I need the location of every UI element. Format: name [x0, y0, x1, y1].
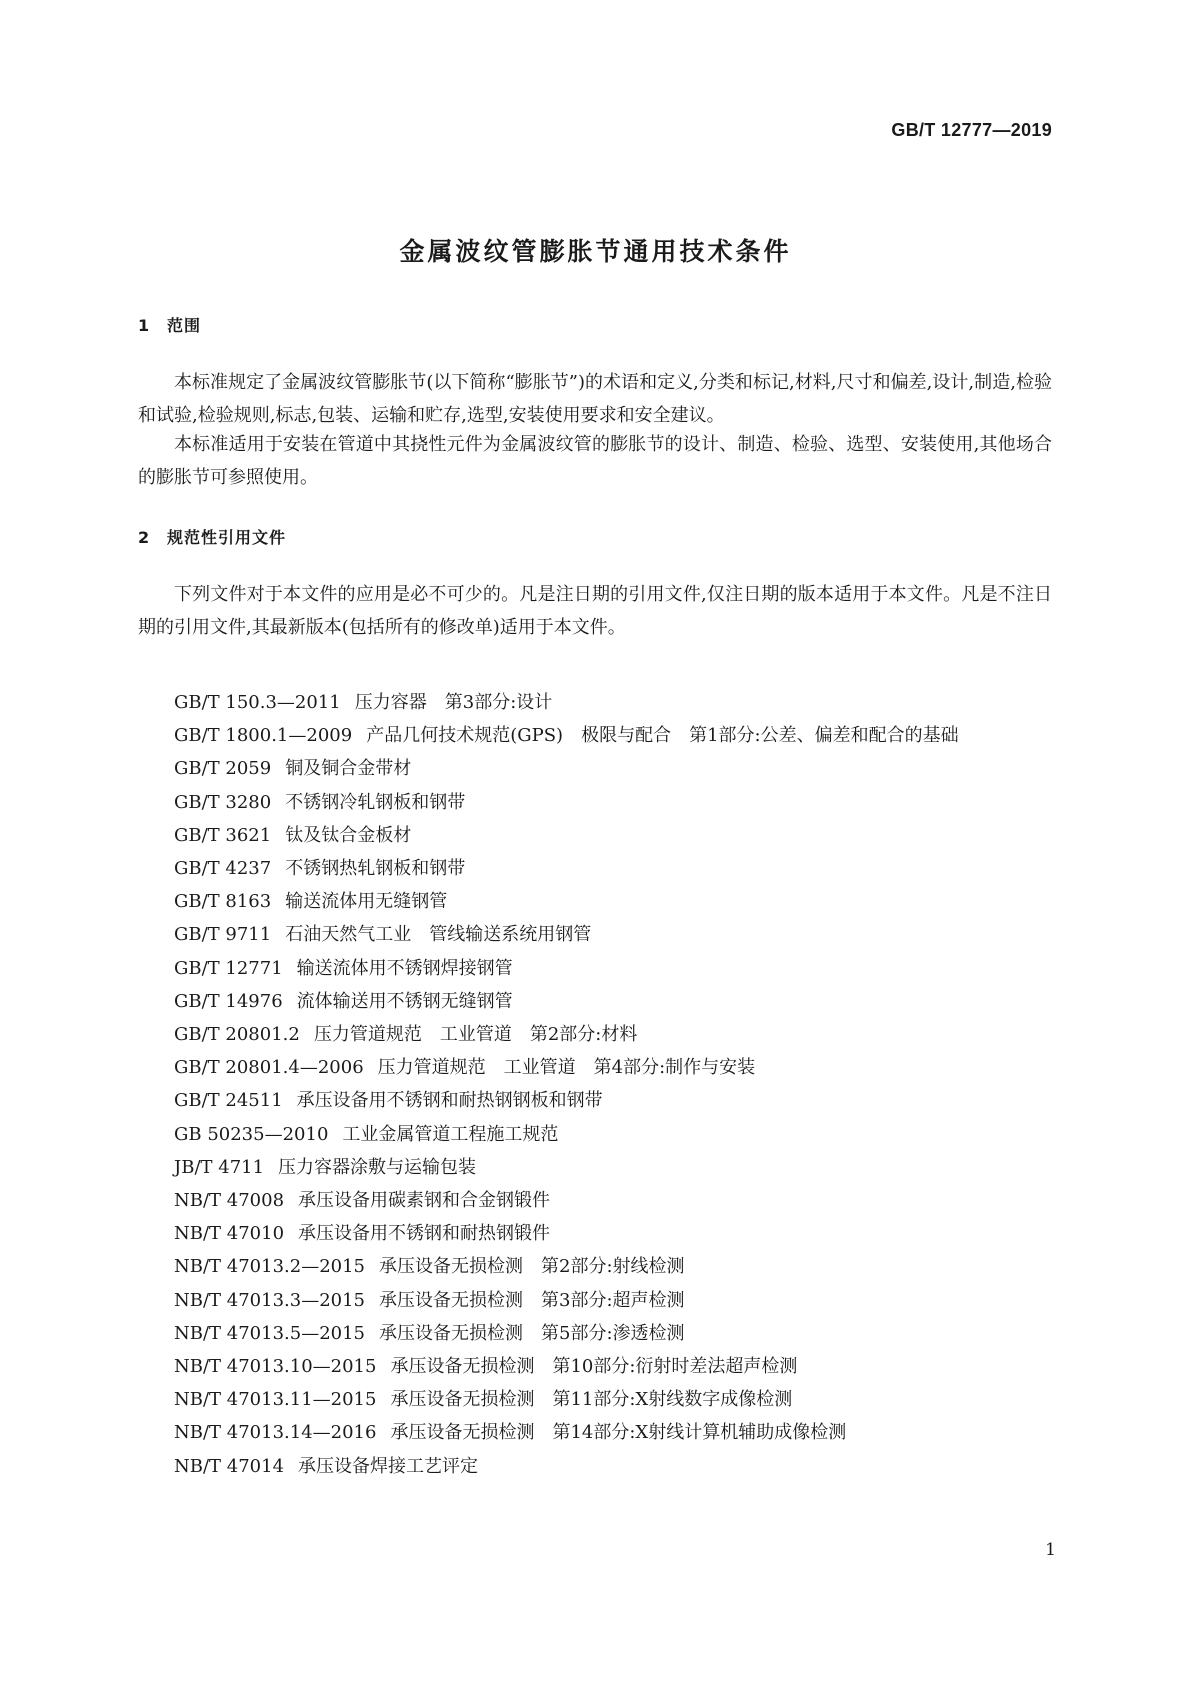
reference-code: GB/T 14976 [174, 990, 283, 1012]
reference-title: 钛及钛合金板材 [285, 824, 412, 846]
scope-paragraph-1: 本标准规定了金属波纹管膨胀节(以下简称“膨胀节”)的术语和定义,分类和标记,材料,尺寸和偏差,设计,制造,检验和试验,检验规则,标志,包装、运输和贮存,选型,安装使用要求和安全建议。 [138, 372, 1052, 426]
reference-list [138, 686, 1052, 1483]
reference-title: 承压设备用碳素钢和合金钢锻件 [298, 1190, 551, 1212]
reference-title: 铜及铜合金带材 [285, 758, 412, 780]
reference-code: GB/T 24511 [174, 1090, 283, 1112]
references-intro-paragraph: 下列文件对于本文件的应用是必不可少的。凡是注日期的引用文件,仅注日期的版本适用于本文件。凡是不注日期的引用文件,其最新版本(包括所有的修改单)适用于本文件。 [138, 584, 1052, 638]
reference-title: 输送流体用不锈钢焊接钢管 [296, 957, 513, 979]
reference-code: GB/T 20801.2 [174, 1024, 300, 1046]
reference-item [138, 1450, 1052, 1483]
reference-code: GB/T 150.3—2011 [174, 692, 341, 713]
reference-title: 压力管道规范 工业管道 第2部分:材料 [313, 1024, 638, 1046]
reference-item [138, 1383, 1052, 1416]
reference-code: NB/T 47014 [174, 1455, 285, 1477]
reference-item [138, 918, 1052, 951]
document-title: 金属波纹管膨胀节通用技术条件 [399, 237, 792, 266]
reference-code: GB/T 3280 [174, 791, 272, 813]
reference-item [138, 1051, 1052, 1084]
reference-item [138, 1250, 1052, 1283]
reference-item [138, 719, 1052, 752]
section-heading-normative-references [138, 525, 286, 548]
reference-code: GB 50235—2010 [174, 1123, 329, 1145]
reference-code: NB/T 47013.11—2015 [174, 1389, 377, 1411]
reference-item [138, 819, 1052, 852]
reference-item [138, 686, 1052, 719]
section-number: 2 [138, 528, 151, 547]
reference-item [138, 985, 1052, 1018]
reference-code: NB/T 47013.10—2015 [174, 1356, 377, 1378]
reference-code: NB/T 47013.3—2015 [174, 1289, 366, 1311]
reference-item [138, 1350, 1052, 1383]
reference-title: 石油天然气工业 管线输送系统用钢管 [285, 924, 592, 946]
reference-title: 承压设备无损检测 第2部分:射线检测 [379, 1256, 685, 1278]
reference-title: 不锈钢热轧钢板和钢带 [285, 858, 466, 880]
reference-title: 承压设备用不锈钢和耐热钢锻件 [298, 1223, 551, 1245]
reference-item [138, 752, 1052, 785]
reference-code: JB/T 4711 [174, 1156, 265, 1178]
reference-item [138, 852, 1052, 885]
reference-item [138, 1284, 1052, 1317]
reference-item [138, 1151, 1052, 1184]
reference-item [138, 1118, 1052, 1151]
reference-title: 承压设备无损检测 第10部分:衍射时差法超声检测 [390, 1356, 798, 1378]
reference-title: 不锈钢冷轧钢板和钢带 [285, 791, 466, 813]
section-title: 规范性引用文件 [167, 528, 287, 547]
section-title: 范围 [167, 316, 202, 335]
reference-code: NB/T 47013.5—2015 [174, 1322, 366, 1344]
reference-item [138, 1217, 1052, 1250]
reference-item [138, 1018, 1052, 1051]
reference-code: GB/T 20801.4—2006 [174, 1057, 364, 1079]
reference-title: 压力管道规范 工业管道 第4部分:制作与安装 [377, 1057, 756, 1079]
reference-item [138, 1416, 1052, 1449]
reference-item [138, 1084, 1052, 1117]
reference-code: NB/T 47013.2—2015 [174, 1256, 366, 1278]
reference-code: GB/T 8163 [174, 891, 272, 913]
reference-code: GB/T 2059 [174, 758, 272, 780]
reference-title: 流体输送用不锈钢无缝钢管 [296, 990, 513, 1012]
reference-title: 承压设备无损检测 第14部分:X射线计算机辅助成像检测 [390, 1422, 847, 1444]
reference-title: 承压设备无损检测 第5部分:渗透检测 [379, 1322, 685, 1344]
reference-item [138, 786, 1052, 819]
reference-title: 工业金属管道工程施工规范 [342, 1123, 559, 1145]
reference-code: GB/T 4237 [174, 858, 272, 880]
reference-item [138, 952, 1052, 985]
reference-code: GB/T 9711 [174, 924, 272, 946]
section-heading-scope [138, 313, 201, 336]
reference-title: 产品几何技术规范(GPS) 极限与配合 第1部分:公差、偏差和配合的基础 [366, 725, 959, 747]
reference-code: GB/T 3621 [174, 824, 272, 846]
reference-title: 承压设备用不锈钢和耐热钢钢板和钢带 [296, 1090, 603, 1112]
scope-paragraph-2: 本标准适用于安装在管道中其挠性元件为金属波纹管的膨胀节的设计、制造、检验、选型、安装使用,其他场合的膨胀节可参照使用。 [138, 434, 1052, 488]
reference-code: NB/T 47010 [174, 1223, 285, 1245]
reference-code: NB/T 47008 [174, 1190, 285, 1212]
reference-title: 承压设备无损检测 第3部分:超声检测 [379, 1289, 685, 1311]
reference-code: GB/T 1800.1—2009 [174, 725, 353, 747]
reference-title: 承压设备焊接工艺评定 [298, 1455, 479, 1477]
standard-code: GB/T 12777—2019 [891, 120, 1052, 140]
reference-item [138, 1317, 1052, 1350]
reference-item [138, 1184, 1052, 1217]
section-number: 1 [138, 316, 151, 335]
reference-code: GB/T 12771 [174, 957, 283, 979]
reference-title: 承压设备无损检测 第11部分:X射线数字成像检测 [390, 1389, 793, 1411]
page-number: 1 [1045, 1540, 1056, 1560]
reference-title: 压力容器 第3部分:设计 [354, 692, 553, 713]
reference-title: 压力容器涂敷与运输包装 [278, 1156, 477, 1178]
reference-item [138, 885, 1052, 918]
reference-code: NB/T 47013.14—2016 [174, 1422, 377, 1444]
reference-title: 输送流体用无缝钢管 [285, 891, 448, 913]
